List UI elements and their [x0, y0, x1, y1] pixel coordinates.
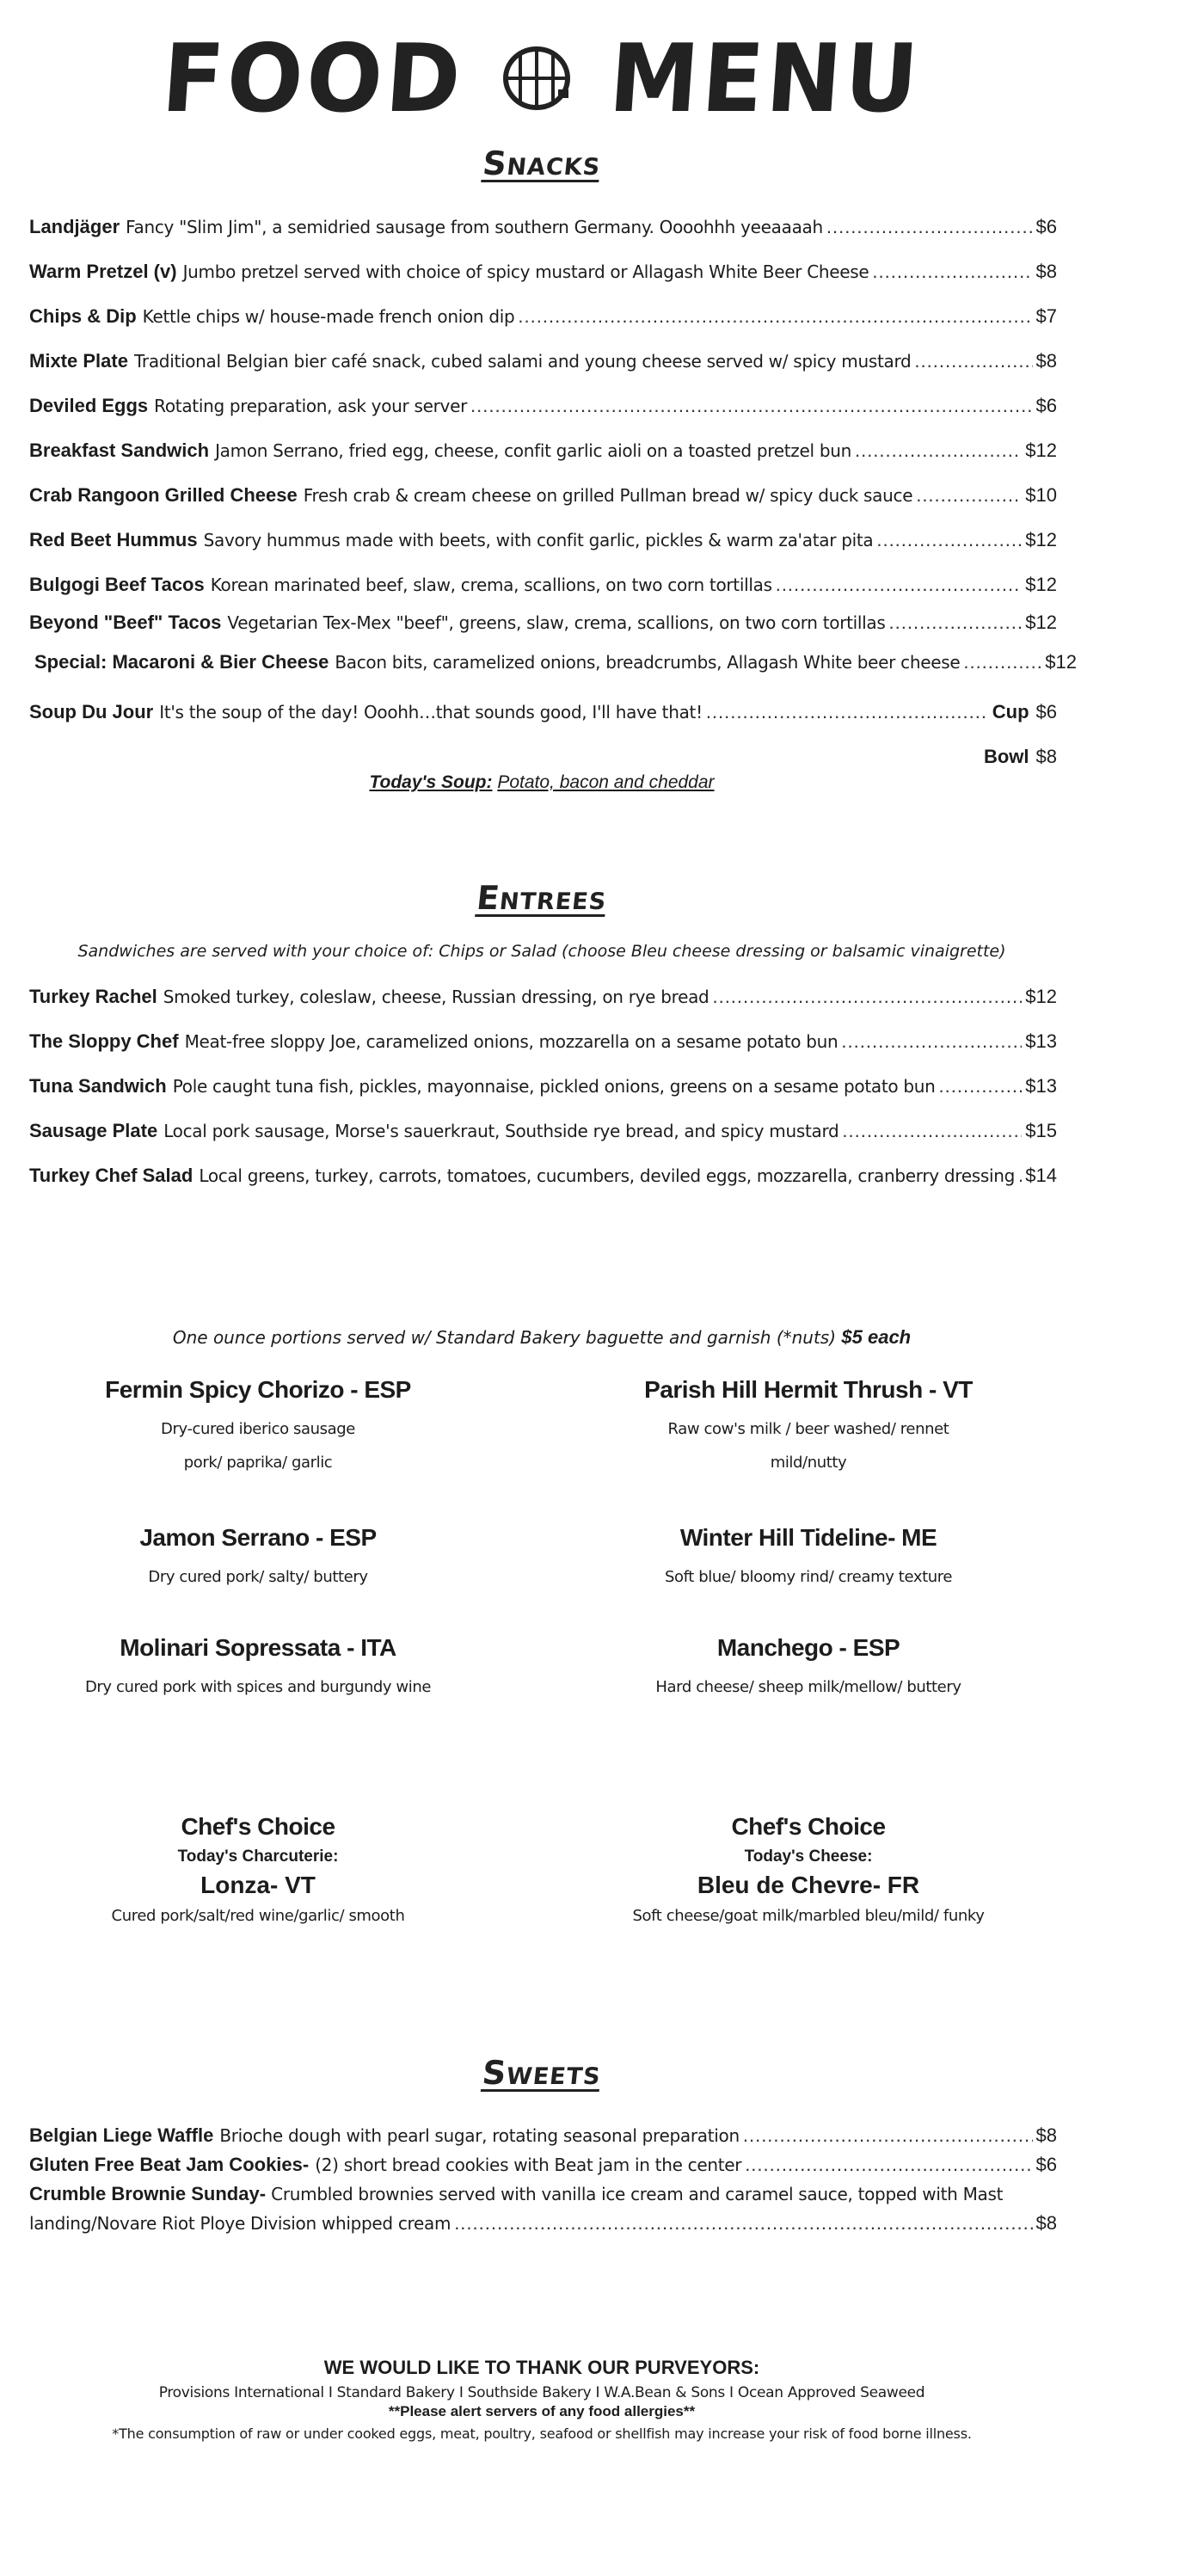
menu-item	[29, 985, 1057, 1009]
sweets-heading: Sweets	[480, 2054, 604, 2092]
item-desc: Bacon bits, caramelized onions, breadcrumbs, Allagash White beer cheese	[335, 652, 961, 673]
menu-item	[29, 528, 1057, 552]
menu-item	[29, 439, 1057, 463]
menu-item	[29, 215, 1057, 239]
cheese-name: Winter Hill Tideline- ME	[679, 1524, 937, 1551]
item-name: Beyond "Beef" Tacos	[29, 612, 222, 633]
cheese-item	[568, 1524, 1049, 1588]
item-desc: Rotating preparation, ask your server	[154, 396, 468, 416]
item-price: $6	[1035, 395, 1057, 416]
barrel-icon	[501, 45, 572, 112]
dot-leader	[939, 1074, 1023, 1098]
item-name: Bulgogi Beef Tacos	[29, 574, 205, 595]
cheese-desc-2: mild/nutty	[770, 1454, 847, 1472]
item-price: $15	[1025, 1120, 1057, 1141]
item-price: $8	[1035, 2124, 1057, 2146]
meat-desc: Dry cured pork/ salty/ buttery	[148, 1568, 368, 1586]
item-price: $12	[1045, 651, 1077, 673]
item-desc: Savory hummus made with beets, with confit garlic, pickles & warm za'atar pita	[203, 530, 874, 550]
item-name: Mixte Plate	[29, 350, 128, 372]
menu-item	[29, 394, 1057, 418]
item-price: $8	[1035, 350, 1057, 372]
item-price: $8	[1035, 261, 1057, 282]
item-desc: Korean marinated beef, slaw, crema, scallions, on two corn tortillas	[210, 575, 772, 595]
item-desc: Crumbled brownies served with vanilla ice cream and caramel sauce, topped with Mast	[271, 2184, 1004, 2204]
item-name: Belgian Liege Waffle	[29, 2124, 214, 2146]
meat-name: Jamon Serrano - ESP	[139, 1524, 377, 1551]
menu-item	[29, 1164, 1057, 1188]
item-desc: Local pork sausage, Morse's sauerkraut, Southside rye bread, and spicy mustard	[163, 1121, 839, 1141]
item-desc: Fresh crab & cream cheese on grilled Pullman bread w/ spicy duck sauce	[303, 485, 913, 506]
menu-item	[29, 611, 1057, 635]
item-name: Red Beet Hummus	[29, 529, 198, 550]
todays-soup	[0, 772, 1084, 793]
item-name: Turkey Chef Salad	[29, 1165, 194, 1186]
chef-choice-sub: Today's Charcuterie:	[177, 1847, 339, 1866]
chef-choice-title: Chef's Choice	[181, 1813, 335, 1840]
menu-item	[29, 573, 1057, 597]
dot-leader	[916, 483, 1022, 507]
item-desc: Jamon Serrano, fried egg, cheese, confit garlic aioli on a toasted pretzel bun	[215, 440, 851, 461]
cup-price: $6	[1035, 701, 1057, 722]
bowl-row	[29, 745, 1057, 769]
cheese-desc: Raw cow's milk / beer washed/ rennet	[667, 1420, 949, 1438]
menu-item-first-line	[29, 2182, 1057, 2206]
item-name: Landjäger	[29, 216, 120, 237]
menu-item	[29, 1030, 1057, 1054]
bowl-price: $8	[1035, 746, 1057, 767]
item-name: Tuna Sandwich	[29, 1075, 167, 1097]
entrees-heading: Entrees	[475, 879, 609, 917]
chef-choice-name: Bleu de Chevre- FR	[697, 1872, 920, 1898]
item-name: Crumble Brownie Sunday-	[29, 2183, 267, 2204]
cheese-item	[568, 1376, 1049, 1472]
item-price: $12	[1025, 574, 1057, 595]
item-desc: Vegetarian Tex-Mex "beef", greens, slaw, crema, scallions, on two corn tortillas	[227, 612, 886, 633]
dot-leader	[842, 1119, 1022, 1143]
item-name: Deviled Eggs	[29, 395, 149, 416]
item-name: Warm Pretzel (v)	[29, 261, 177, 282]
menu-item	[29, 1119, 1057, 1143]
allergy-notice: **Please alert servers of any food allergies**	[388, 2403, 696, 2419]
menu-item	[29, 304, 1057, 329]
item-desc-2: landing/Novare Riot Ploye Division whipped cream	[29, 2213, 452, 2234]
purveyors-list: Provisions International I Standard Bakery I Southside Bakery I W.A.Bean & Sons I Ocean Approved Seaweed	[158, 2384, 925, 2401]
menu-title	[0, 22, 1084, 134]
charcuterie-intro	[0, 1326, 1084, 1349]
snacks-heading: Snacks	[481, 144, 603, 182]
dot-leader	[841, 1030, 1022, 1054]
menu-item	[29, 349, 1057, 373]
meat-name: Fermin Spicy Chorizo - ESP	[105, 1376, 411, 1403]
item-price: $8	[1035, 2212, 1057, 2234]
item-name: Breakfast Sandwich	[29, 440, 210, 461]
item-desc: It's the soup of the day! Ooohh…that sounds good, I'll have that!	[159, 702, 703, 722]
soup-row	[29, 700, 1057, 724]
dot-leader	[889, 611, 1023, 635]
dot-leader	[518, 304, 1032, 329]
item-name: The Sloppy Chef	[29, 1030, 179, 1052]
item-price: $6	[1035, 2154, 1057, 2175]
charcuterie-intro-text: One ounce portions served w/ Standard Bakery baguette and garnish (*nuts)	[172, 1327, 837, 1348]
chef-choice-name: Lonza- VT	[200, 1872, 316, 1898]
dot-leader	[712, 985, 1022, 1009]
item-desc: Smoked turkey, coleslaw, cheese, Russian dressing, on rye bread	[163, 987, 710, 1007]
item-desc: Traditional Belgian bier café snack, cubed salami and young cheese served w/ spicy mustard	[133, 351, 912, 372]
item-price: $13	[1025, 1075, 1057, 1097]
item-desc: Local greens, turkey, carrots, tomatoes, cucumbers, deviled eggs, mozzarella, cranberry dressing	[199, 1165, 1015, 1186]
title-menu: MENU	[605, 22, 925, 134]
meat-item	[17, 1376, 499, 1472]
dot-leader	[470, 394, 1033, 418]
item-desc: (2) short bread cookies with Beat jam in the center	[315, 2155, 742, 2175]
chef-choice-desc: Soft cheese/goat milk/marbled bleu/mild/ funky	[632, 1907, 985, 1925]
item-name: Soup Du Jour	[29, 701, 154, 722]
dot-leader	[743, 2124, 1033, 2148]
item-price: $14	[1025, 1165, 1057, 1186]
item-desc: Meat-free sloppy Joe, caramelized onions, mozzarella on a sesame potato bun	[184, 1031, 838, 1052]
chef-choice-desc: Cured pork/salt/red wine/garlic/ smooth	[111, 1907, 405, 1925]
meat-name: Molinari Sopressata - ITA	[120, 1634, 396, 1661]
entrees-note: Sandwiches are served with your choice of: Chips or Salad (choose Bleu cheese dressing or balsamic vinaigrette)	[77, 942, 1006, 961]
item-desc: Pole caught tuna fish, pickles, mayonnaise, pickled onions, greens on a sesame potato bun	[172, 1076, 936, 1097]
dot-leader	[706, 700, 989, 724]
dot-leader	[745, 2153, 1032, 2177]
menu-item	[29, 483, 1057, 507]
item-desc: Fancy "Slim Jim", a semidried sausage from southern Germany. Oooohhh yeeaaaah	[126, 217, 823, 237]
menu-item	[34, 650, 1077, 674]
cheese-name: Manchego - ESP	[716, 1634, 900, 1661]
item-desc: Brioche dough with pearl sugar, rotating seasonal preparation	[219, 2125, 740, 2146]
dot-leader	[454, 2211, 1032, 2235]
chef-choice-title: Chef's Choice	[731, 1813, 886, 1840]
purveyors-heading: WE WOULD LIKE TO THANK OUR PURVEYORS:	[323, 2357, 760, 2378]
chef-choice-sub: Today's Cheese:	[744, 1847, 873, 1866]
item-price: $7	[1035, 305, 1057, 327]
dot-leader	[963, 650, 1041, 674]
meat-desc: Dry-cured iberico sausage	[161, 1420, 355, 1438]
dot-leader	[776, 573, 1023, 597]
title-food: FOOD	[158, 22, 468, 134]
chef-choice-charcuterie	[17, 1813, 499, 1927]
menu-item	[29, 2153, 1057, 2177]
item-price: $6	[1035, 216, 1057, 237]
item-price: $12	[1025, 440, 1057, 461]
item-name: Special: Macaroni & Bier Cheese	[34, 651, 329, 673]
meat-item	[17, 1634, 499, 1698]
dot-leader	[826, 215, 1033, 239]
item-name: Turkey Rachel	[29, 986, 157, 1007]
meat-item	[17, 1524, 499, 1588]
menu-item-second-line	[29, 2211, 1057, 2235]
menu-item	[29, 2124, 1057, 2148]
todays-soup-value: Potato, bacon and cheddar	[497, 772, 715, 792]
charcuterie-price: $5 each	[841, 1326, 912, 1348]
item-price: $12	[1025, 986, 1057, 1007]
footer	[0, 2357, 1084, 2442]
cheese-desc: Soft blue/ bloomy rind/ creamy texture	[664, 1568, 953, 1586]
item-name: Chips & Dip	[29, 305, 137, 327]
dot-leader	[1018, 1164, 1022, 1188]
cheese-item	[568, 1634, 1049, 1698]
bowl-label: Bowl	[983, 746, 1029, 767]
cheese-name: Parish Hill Hermit Thrush - VT	[644, 1376, 973, 1403]
item-price: $12	[1025, 529, 1057, 550]
dot-leader	[876, 528, 1022, 552]
item-price: $10	[1025, 484, 1057, 506]
menu-item	[29, 1074, 1057, 1098]
cheese-desc: Hard cheese/ sheep milk/mellow/ buttery	[655, 1678, 961, 1696]
menu-item	[29, 260, 1057, 284]
item-desc: Jumbo pretzel served with choice of spicy mustard or Allagash White Beer Cheese	[182, 261, 869, 282]
chef-choice-cheese	[568, 1813, 1049, 1927]
todays-soup-label: Today's Soup:	[369, 772, 493, 792]
dot-leader	[914, 349, 1032, 373]
item-name: Gluten Free Beat Jam Cookies-	[29, 2154, 310, 2175]
dot-leader	[855, 439, 1022, 463]
dot-leader	[872, 260, 1032, 284]
item-desc: Kettle chips w/ house-made french onion dip	[142, 306, 515, 327]
cup-label: Cup	[992, 701, 1029, 722]
meat-desc-2: pork/ paprika/ garlic	[183, 1454, 333, 1472]
consumption-warning: *The consumption of raw or under cooked eggs, meat, poultry, seafood or shellfish may increase your risk of food borne illness.	[112, 2425, 972, 2442]
item-price: $13	[1025, 1030, 1057, 1052]
item-price: $12	[1025, 612, 1057, 633]
item-name: Crab Rangoon Grilled Cheese	[29, 484, 298, 506]
meat-desc: Dry cured pork with spices and burgundy wine	[84, 1678, 432, 1696]
item-name: Sausage Plate	[29, 1120, 158, 1141]
